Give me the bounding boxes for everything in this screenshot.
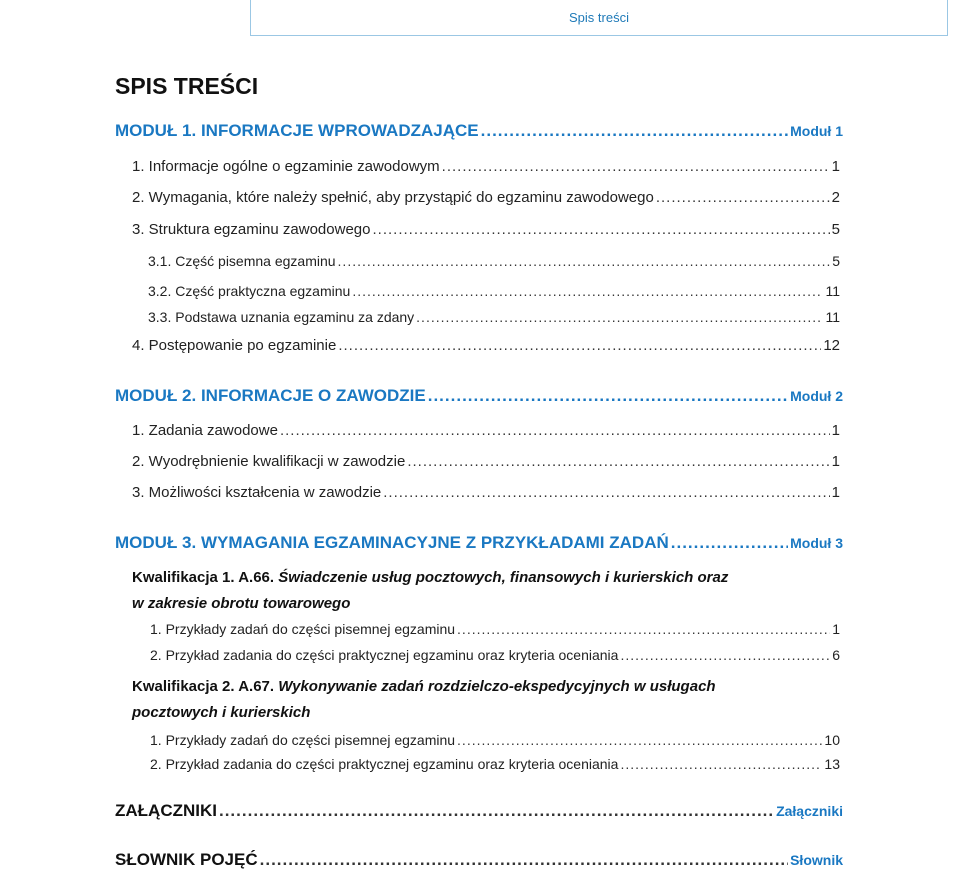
toc-entry-module-2[interactable] [115, 386, 843, 406]
qualification-code: A.67. [238, 678, 275, 695]
dot-leader [656, 189, 830, 206]
toc-entry-label: SŁOWNIK POJĘĆ [115, 850, 258, 869]
toc-entry-label: 3. Struktura egzaminu zawodowego [132, 221, 371, 238]
toc-entry-module-3[interactable] [115, 533, 843, 553]
qualification-2-heading[interactable] [132, 674, 832, 726]
toc-entry[interactable] [132, 422, 840, 439]
toc-entry-page: Załączniki [776, 803, 843, 819]
toc-entry[interactable] [132, 158, 840, 175]
toc-entry-label: 3.3. Podstawa uznania egzaminu za zdany [148, 309, 415, 325]
dot-leader [620, 756, 822, 772]
toc-entry-annexes[interactable] [115, 801, 843, 821]
toc-entry[interactable] [132, 453, 840, 470]
toc-entry-label: 3. Możliwości kształcenia w zawodzie [132, 484, 382, 501]
toc-entry[interactable] [150, 647, 840, 663]
toc-entry-page: Moduł 1 [790, 123, 843, 139]
toc-entry-label: ZAŁĄCZNIKI [115, 801, 217, 820]
qualification-title-cont: pocztowych i kurierskich [132, 704, 311, 721]
qualification-prefix: Kwalifikacja 2. [132, 678, 235, 695]
toc-entry-label: MODUŁ 1. INFORMACJE WPROWADZAJĄCE [115, 121, 479, 140]
qualification-code: A.66. [238, 569, 275, 586]
toc-entry-page: 2 [831, 189, 840, 206]
dot-leader [442, 158, 830, 175]
toc-entry-label: 1. Informacje ogólne o egzaminie zawodowym [132, 158, 440, 175]
toc-entry-page: 11 [825, 283, 840, 299]
toc-entry[interactable] [148, 309, 840, 325]
toc-entry[interactable] [132, 484, 840, 501]
dot-leader [219, 801, 774, 821]
dot-leader [457, 621, 830, 637]
toc-entry-page: 1 [831, 484, 840, 501]
qualification-prefix: Kwalifikacja 1. [132, 569, 235, 586]
toc-entry[interactable] [150, 756, 840, 772]
toc-entry-label: 2. Wyodrębnienie kwalifikacji w zawodzie [132, 453, 406, 470]
dot-leader [671, 533, 788, 553]
toc-entry-page: 12 [823, 337, 840, 354]
toc-entry-page: 11 [825, 309, 840, 325]
qualification-title-cont: w zakresie obrotu towarowego [132, 595, 351, 612]
toc-entry-label: 1. Zadania zawodowe [132, 422, 278, 439]
dot-leader [481, 121, 788, 141]
toc-entry[interactable] [132, 337, 840, 354]
toc-entry[interactable] [132, 221, 840, 238]
toc-entry[interactable] [132, 189, 840, 206]
toc-entry-label: MODUŁ 3. WYMAGANIA EGZAMINACYJNE Z PRZYKŁADAMI ZADAŃ [115, 533, 669, 552]
toc-entry-page: 6 [832, 647, 840, 663]
qualification-1-heading[interactable] [132, 565, 832, 617]
dot-leader [457, 732, 822, 748]
toc-entry-label: 2. Wymagania, które należy spełnić, aby przystąpić do egzaminu zawodowego [132, 189, 654, 206]
qualification-title: Wykonywanie zadań rozdzielczo-ekspedycyjnych w usługach [278, 678, 716, 695]
dot-leader [416, 309, 823, 325]
toc-entry-label: 1. Przykłady zadań do części pisemnej egzaminu [150, 621, 456, 637]
toc-entry-label: 4. Postępowanie po egzaminie [132, 337, 337, 354]
toc-entry-module-1[interactable] [115, 121, 843, 141]
dot-leader [338, 337, 821, 354]
toc-entry-page: 1 [831, 422, 840, 439]
dot-leader [620, 647, 830, 663]
toc-entry-page: 5 [831, 221, 840, 238]
toc-entry[interactable] [148, 283, 840, 299]
toc-entry-page: 1 [831, 453, 840, 470]
toc-entry-label: 3.1. Część pisemna egzaminu [148, 253, 336, 269]
toc-entry-page: Słownik [790, 852, 843, 868]
toc-entry-label: 3.2. Część praktyczna egzaminu [148, 283, 351, 299]
header-title: Spis treści [569, 10, 629, 25]
toc-entry-page: 1 [832, 621, 840, 637]
toc-entry[interactable] [150, 732, 840, 748]
toc-entry[interactable] [150, 621, 840, 637]
qualification-title-line [132, 674, 832, 700]
dot-leader [338, 253, 831, 269]
dot-leader [407, 453, 829, 470]
dot-leader [260, 850, 788, 870]
toc-entry-label: 1. Przykłady zadań do części pisemnej egzaminu [150, 732, 456, 748]
toc-entry-page: Moduł 2 [790, 388, 843, 404]
toc-entry-label: 2. Przykład zadania do części praktycznej egzaminu oraz kryteria oceniania [150, 647, 619, 663]
dot-leader [352, 283, 823, 299]
dot-leader [280, 422, 830, 439]
dot-leader [383, 484, 829, 501]
dot-leader [372, 221, 829, 238]
toc-entry-label: MODUŁ 2. INFORMACJE O ZAWODZIE [115, 386, 426, 405]
toc-entry-glossary[interactable] [115, 850, 843, 870]
qualification-title: Świadczenie usług pocztowych, finansowych i kurierskich oraz [278, 569, 729, 586]
toc-entry-page: 5 [832, 253, 840, 269]
toc-entry-page: 10 [824, 732, 840, 748]
toc-entry-label: 2. Przykład zadania do części praktycznej egzaminu oraz kryteria oceniania [150, 756, 619, 772]
dot-leader [428, 386, 788, 406]
toc-entry-page: 1 [831, 158, 840, 175]
toc-title: SPIS TREŚCI [115, 73, 259, 99]
toc-entry[interactable] [148, 253, 840, 269]
toc-entry-page: 13 [824, 756, 840, 772]
qualification-title-line [132, 565, 832, 591]
toc-entry-page: Moduł 3 [790, 535, 843, 551]
